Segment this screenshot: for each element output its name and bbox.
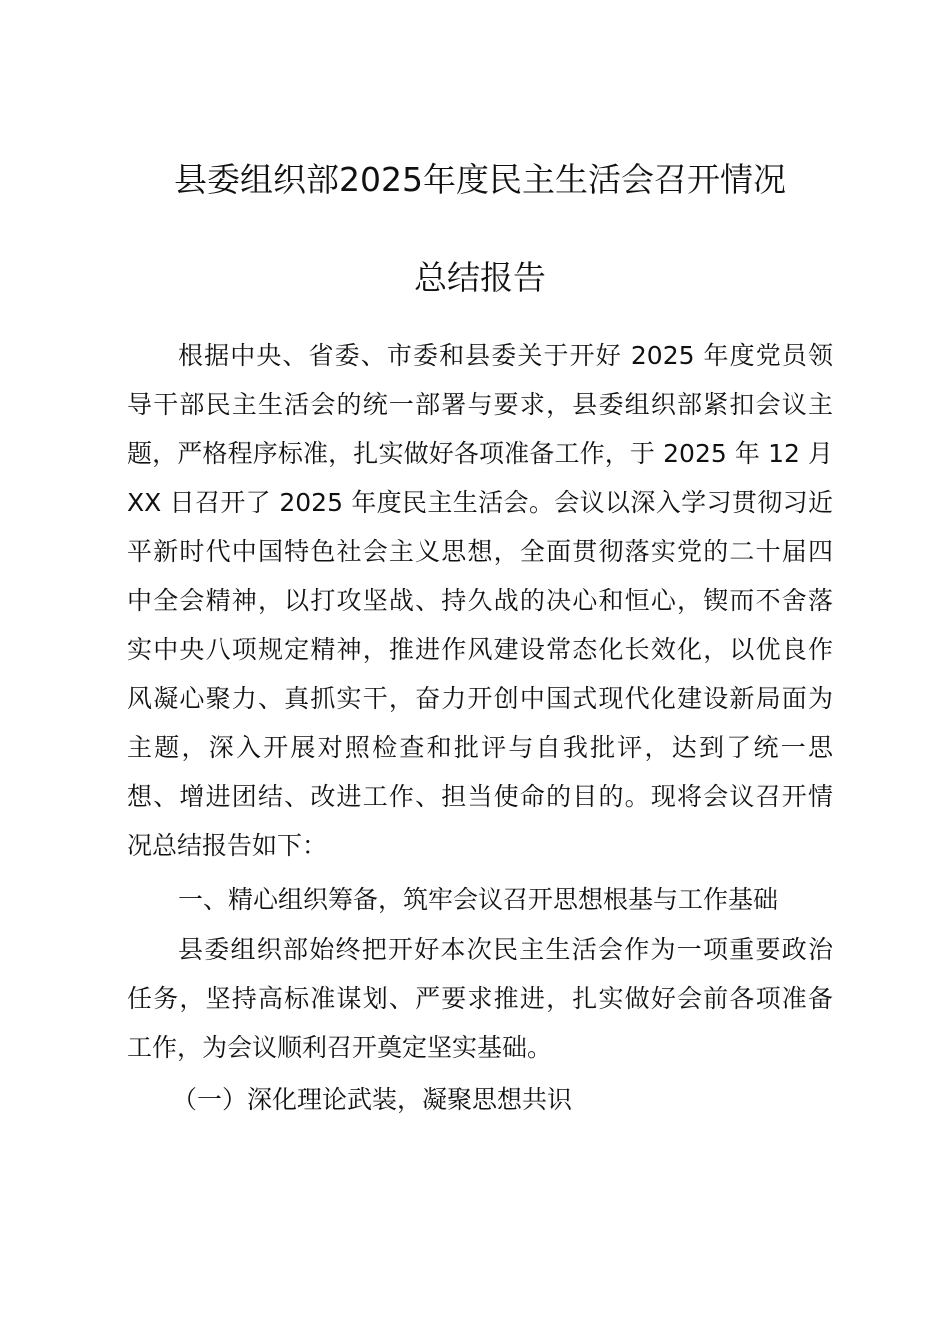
document-title-line-2: 总结报告 [414,258,546,297]
section-heading-1: 一、精心组织筹备，筑牢会议召开思想根基与工作基础 [178,885,779,914]
document-title-line-1: 县委组织部2025年度民主生活会召开情况 [174,160,786,199]
paragraph-1-line-8: 风凝心聚力、真抓实干，奋力开创中国式现代化建设新局面为 [127,684,833,713]
paragraph-2-line-3: 工作，为会议顺利召开奠定坚实基础。 [127,1033,553,1062]
paragraph-1-line-10: 想、增进团结、改进工作、担当使命的目的。现将会议召开情 [127,782,833,811]
paragraph-2-line-2: 任务，坚持高标准谋划、严要求推进，扎实做好会前各项准备 [127,984,833,1013]
paragraph-1-line-1: 根据中央、省委、市委和县委关于开好 2025 年度党员领 [178,341,833,370]
paragraph-1-line-6: 中全会精神，以打攻坚战、持久战的决心和恒心，锲而不舍落 [127,586,833,615]
paragraph-1-line-3: 题，严格程序标准，扎实做好各项准备工作，于 2025 年 12 月 [127,439,833,468]
subsection-heading-1: （一）深化理论武装，凝聚思想共识 [172,1085,573,1114]
paragraph-1-line-9: 主题，深入开展对照检查和批评与自我批评，达到了统一思 [127,733,833,762]
paragraph-1-line-5: 平新时代中国特色社会主义思想，全面贯彻落实党的二十届四 [127,537,833,566]
paragraph-1-line-7: 实中央八项规定精神，推进作风建设常态化长效化，以优良作 [127,635,833,664]
paragraph-1-line-4: XX 日召开了 2025 年度民主生活会。会议以深入学习贯彻习近 [127,488,833,517]
paragraph-1-line-11: 况总结报告如下： [127,831,328,860]
paragraph-2-line-1: 县委组织部始终把开好本次民主生活会作为一项重要政治 [178,935,833,964]
paragraph-1-line-2: 导干部民主生活会的统一部署与要求，县委组织部紧扣会议主 [127,390,833,419]
